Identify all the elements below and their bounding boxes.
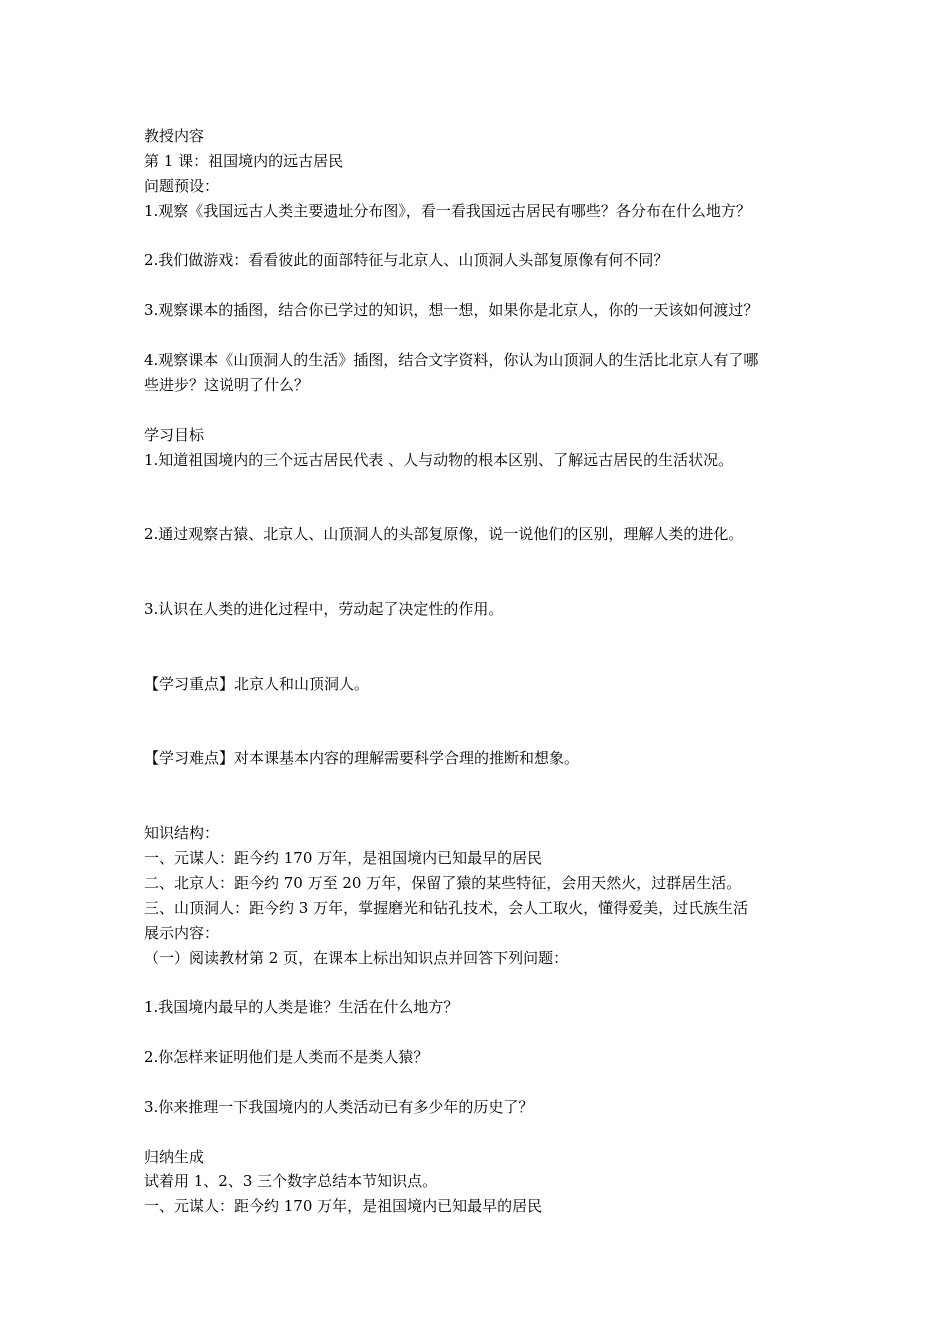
question-2: 2.我们做游戏：看看彼此的面部特征与北京人、山顶洞人头部复原像有何不同？ <box>144 251 669 269</box>
question-1: 1.观察《我国远古人类主要遗址分布图》，看一看我国远古居民有哪些？各分布在什么地方？ <box>144 202 751 220</box>
key-point: 【学习重点】北京人和山顶洞人。 <box>144 675 370 693</box>
display-question-3: 3.你来推理一下我国境内的人类活动已有多少年的历史了？ <box>144 1098 534 1116</box>
summary-item-1: 一、元谋人：距今约 170 万年，是祖国境内已知最早的居民 <box>144 1197 543 1215</box>
goal-2: 2.通过观察古猿、北京人、山顶洞人的头部复原像，说一说他们的区别，理解人类的进化。 <box>144 525 744 543</box>
goal-3: 3.认识在人类的进化过程中，劳动起了决定性的作用。 <box>144 600 504 618</box>
structure-item-1: 一、元谋人：距今约 170 万年，是祖国境内已知最早的居民 <box>144 849 543 867</box>
section-heading: 教授内容 <box>144 127 205 145</box>
questions-label: 问题预设： <box>144 177 220 195</box>
display-task: （一）阅读教材第 2 页，在课本上标出知识点并回答下列问题： <box>144 949 569 967</box>
display-label: 展示内容： <box>144 924 220 942</box>
question-3: 3.观察课本的插图，结合你已学过的知识，想一想，如果你是北京人，你的一天该如何渡过？ <box>144 301 759 319</box>
structure-item-2: 二、北京人：距今约 70 万至 20 万年，保留了猿的某些特征，会用天然火，过群居生活。 <box>144 874 742 892</box>
display-question-2: 2.你怎样来证明他们是人类而不是类人猿？ <box>144 1048 429 1066</box>
difficulty-point: 【学习难点】对本课基本内容的理解需要科学合理的推断和想象。 <box>144 749 580 767</box>
goal-1: 1.知道祖国境内的三个远古居民代表 、人与动物的根本区别、了解远古居民的生活状况。 <box>144 451 734 469</box>
structure-label: 知识结构： <box>144 824 220 842</box>
question-4-line-2: 些进步？这说明了什么？ <box>144 376 310 394</box>
goals-label: 学习目标 <box>144 426 205 444</box>
structure-item-3: 三、山顶洞人：距今约 3 万年，掌握磨光和钻孔技术，会人工取火，懂得爱美，过氏族生活 <box>144 899 749 917</box>
lesson-title: 第 1 课：祖国境内的远古居民 <box>144 152 344 170</box>
question-4-line-1: 4.观察课本《山顶洞人的生活》插图，结合文字资料，你认为山顶洞人的生活比北京人有了哪 <box>144 351 759 369</box>
summary-label: 归纳生成 <box>144 1148 205 1166</box>
display-question-1: 1.我国境内最早的人类是谁？生活在什么地方？ <box>144 998 459 1016</box>
summary-task: 试着用 1、2、3 三个数字总结本节知识点。 <box>144 1172 438 1190</box>
